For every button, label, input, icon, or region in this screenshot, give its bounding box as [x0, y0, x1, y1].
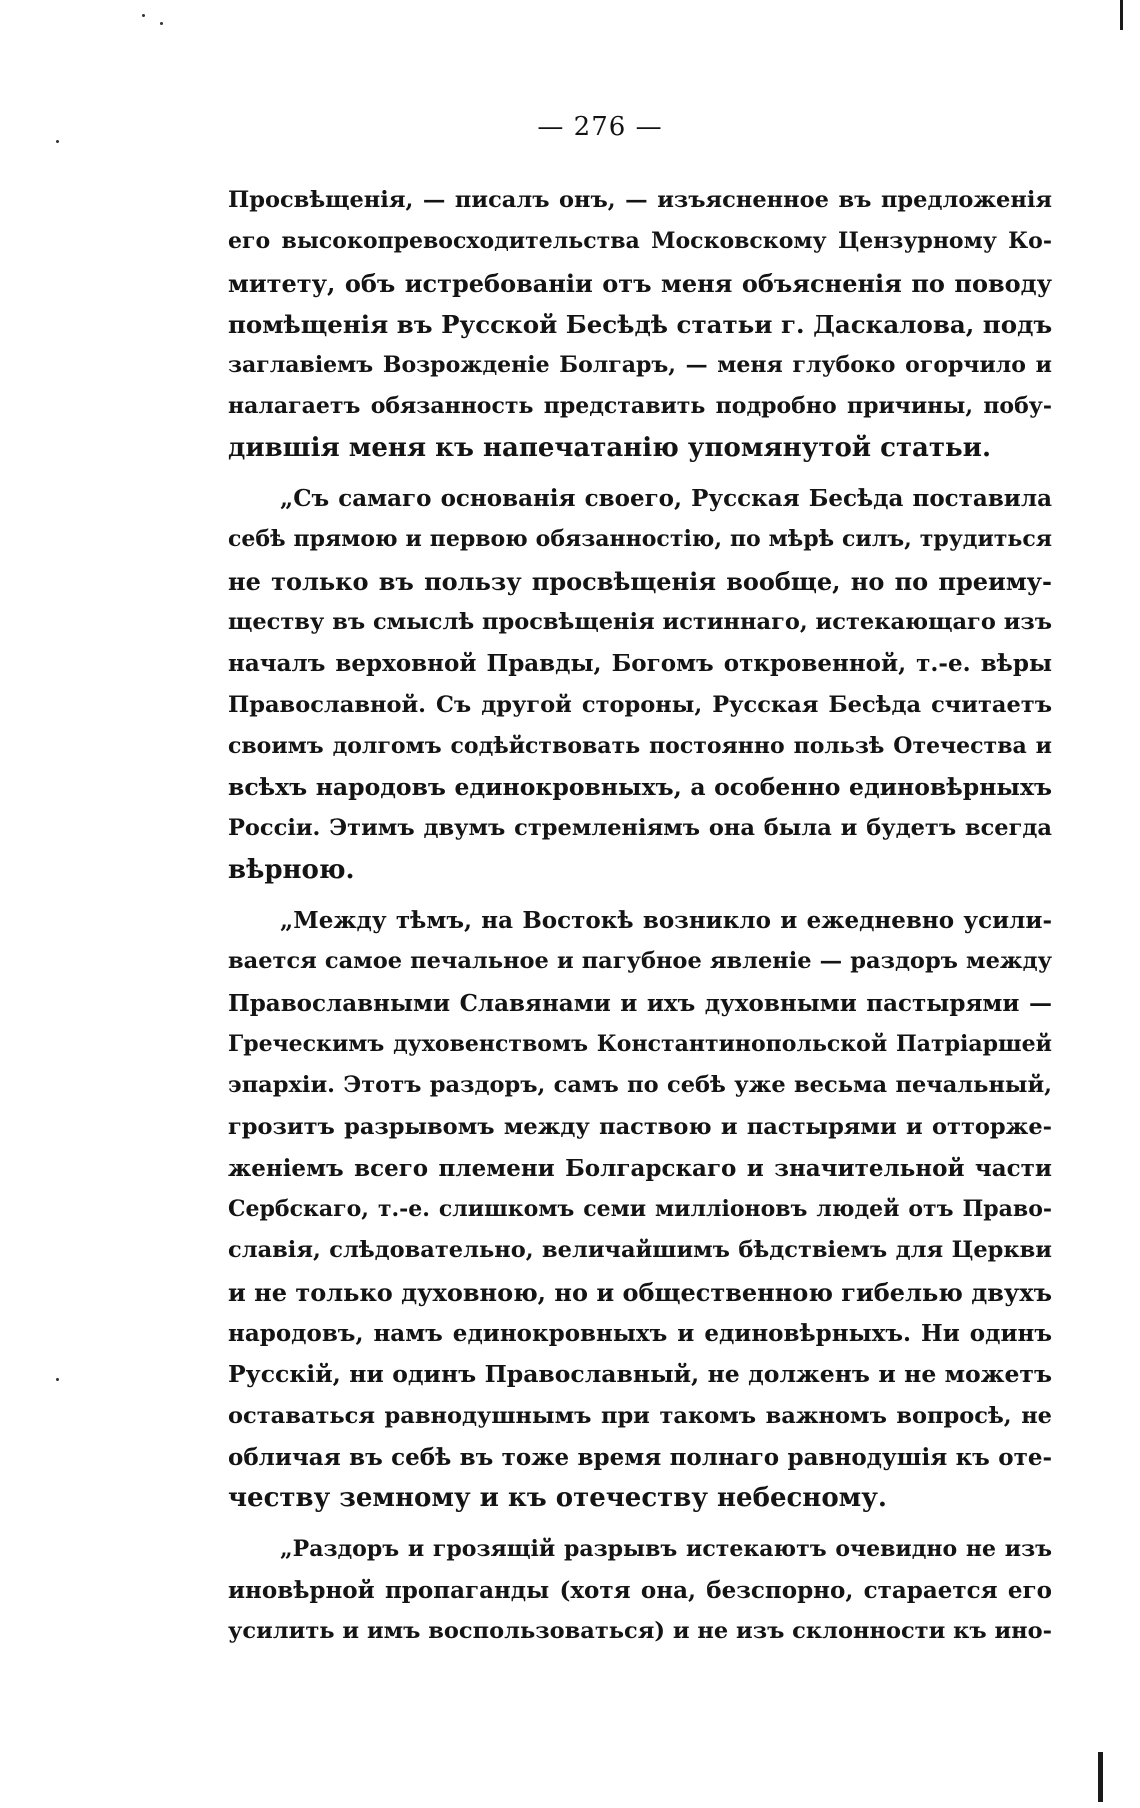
- text-line: Просвѣщенія, — писалъ онъ, — изъясненное въ предложенія: [228, 187, 1052, 213]
- text-line: Россіи. Этимъ двумъ стремленіямъ она была и будетъ всегда: [228, 815, 1052, 842]
- text-line: ществу въ смыслѣ просвѣщенія истиннаго, истекающаго изъ: [228, 608, 1052, 635]
- text-line: началъ верховной Правды, Богомъ откровенной, т.-е. вѣры: [228, 650, 1052, 678]
- text-line: Православными Славянами и ихъ духовными пастырями —: [228, 989, 1052, 1017]
- text-line: усилить и имъ воспользоваться) и не изъ склонности къ ино-: [228, 1618, 1052, 1645]
- text-line: Православной. Съ другой стороны, Русская Бесѣда считаетъ: [228, 691, 1052, 718]
- text-line: народовъ, намъ единокровныхъ и единовѣрныхъ. Ни одинъ: [228, 1320, 1052, 1348]
- text-line: своимъ долгомъ содѣйствовать постоянно пользѣ Отечества и: [228, 732, 1052, 759]
- text-line: обличая въ себѣ въ тоже время полнаго равнодушія къ оте-: [228, 1443, 1052, 1471]
- text-line: не только въ пользу просвѣщенія вообще, но по преиму-: [228, 566, 1052, 596]
- text-line: митету, объ истребованіи отъ меня объясненія по поводу: [228, 268, 1052, 298]
- body-text: [228, 180, 1052, 1652]
- text-line: честву земному и къ отечеству небесному.: [228, 1483, 887, 1514]
- text-line: „Между тѣмъ, на Востокѣ возникло и ежедневно усили-: [280, 907, 1052, 935]
- text-line: иновѣрной пропаганды (хотя она, безспорно, старается его: [228, 1576, 1052, 1604]
- scan-speck: [142, 14, 145, 17]
- text-line: себѣ прямою и первою обязанностію, по мѣрѣ силъ, трудиться: [228, 526, 1052, 553]
- text-line: вается самое печальное и пагубное явленіе — раздоръ между: [228, 948, 1052, 975]
- text-line: оставаться равнодушнымъ при такомъ важномъ вопросѣ, не: [228, 1402, 1052, 1429]
- text-line: помѣщенія въ Русской Бесѣдѣ статьи г. Даскалова, подъ: [228, 309, 1052, 339]
- scan-speck: [56, 1378, 59, 1381]
- text-line: заглавіемъ Возрожденіе Болгаръ, — меня глубоко огорчило и: [228, 352, 1052, 379]
- scan-edge-mark: [1098, 1752, 1103, 1802]
- text-line: налагаетъ обязанность представить подробно причины, побу-: [228, 393, 1052, 420]
- text-line: эпархіи. Этотъ раздоръ, самъ по себѣ уже весьма печальный,: [228, 1072, 1052, 1099]
- text-line: его высокопревосходительства Московскому Цензурному Ко-: [228, 228, 1052, 255]
- text-line: „Раздоръ и грозящій разрывъ истекаютъ очевидно не изъ: [280, 1535, 1052, 1562]
- scan-speck: [160, 22, 163, 25]
- text-line: вѣрною.: [228, 854, 355, 885]
- text-line: женіемъ всего племени Болгарскаго и значительной части: [228, 1154, 1052, 1182]
- text-line: Сербскаго, т.-е. слишкомъ семи милліоновъ людей отъ Право-: [228, 1196, 1052, 1223]
- text-line: „Съ самаго основанія своего, Русская Бесѣда поставила: [280, 485, 1052, 513]
- text-line: дившія меня къ напечатанію упомянутой статьи.: [228, 432, 992, 463]
- text-line: Греческимъ духовенствомъ Константинопольской Патріаршей: [228, 1030, 1052, 1057]
- text-line: Русскій, ни одинъ Православный, не долженъ и не можетъ: [228, 1360, 1052, 1389]
- text-line: славія, слѣдовательно, величайшимъ бѣдствіемъ для Церкви: [228, 1237, 1052, 1264]
- scan-edge-mark: [1120, 0, 1123, 30]
- text-line: и не только духовною, но и общественною гибелью двухъ: [228, 1277, 1052, 1307]
- page-number: — 276 —: [537, 112, 663, 142]
- text-line: всѣхъ народовъ единокровныхъ, а особенно единовѣрныхъ: [228, 773, 1052, 802]
- text-line: грозитъ разрывомъ между паствою и пастырями и отторже-: [228, 1113, 1052, 1140]
